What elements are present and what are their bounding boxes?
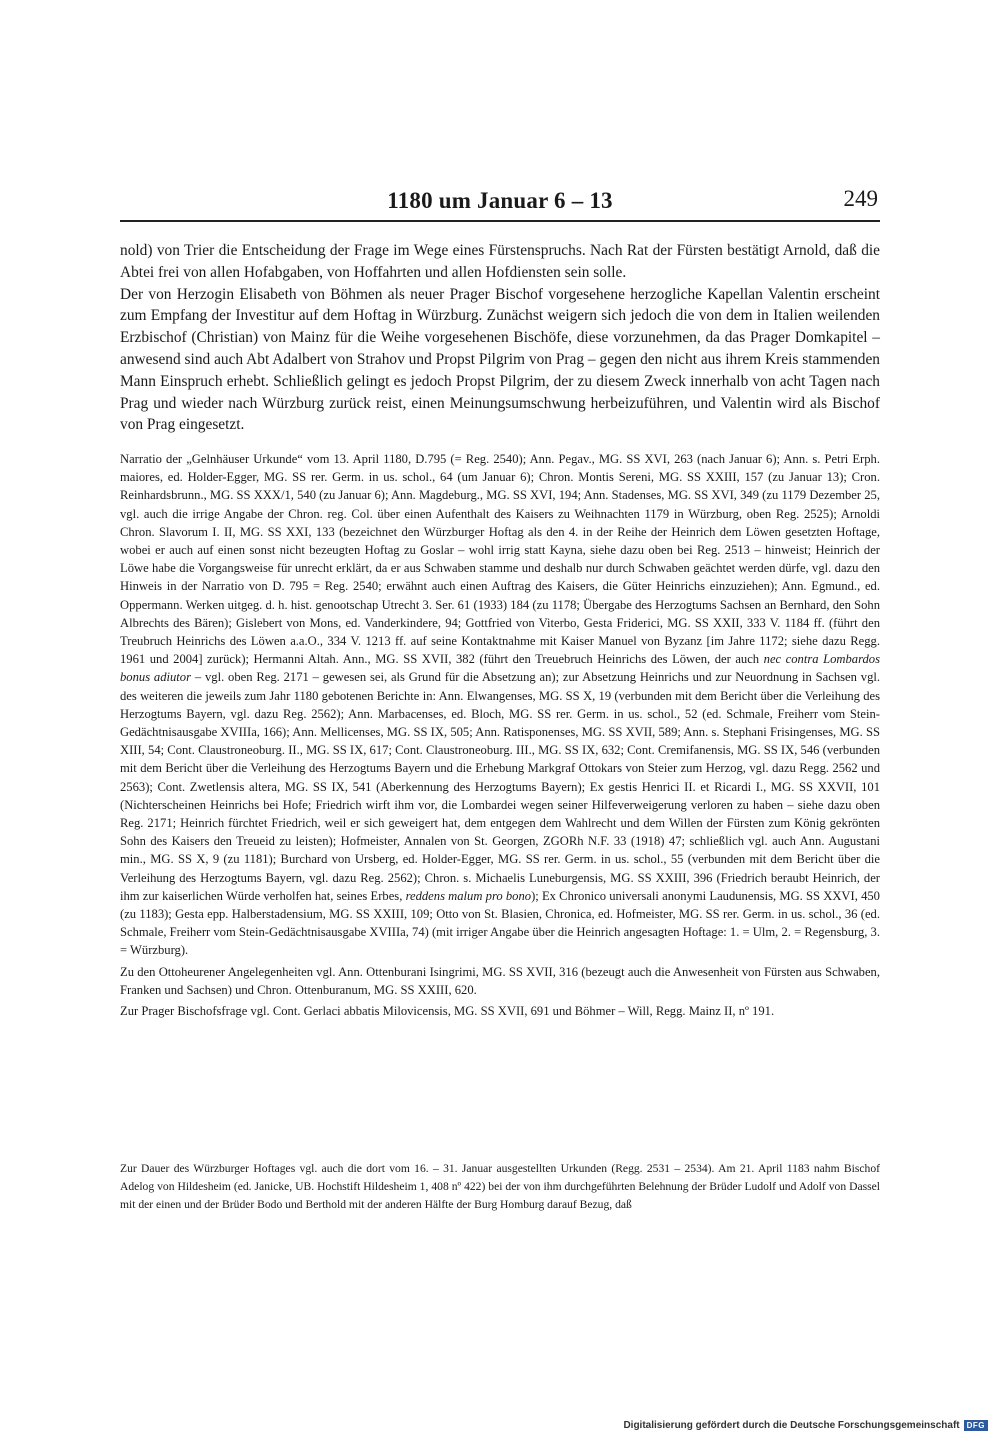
footer-text: Digitalisierung gefördert durch die Deutsche Forschungsgemeinschaft [623,1420,960,1431]
note-sources-part-c: ); Ex Chronico universali anonymi Laudunensis, MG. SS XXVI, 450 (zu 1183); Gesta epp. Halberstadensium, MG. SS XXIII, 109; Otto von St. Blasien, Chronica, ed. Hofmeister, MG. SS rer. Germ. in us. schol., 36 (ed. Schmale, Freiherr vom Stein-Gedächtnisausgabe XVIIIa, 74) (mit irriger Angabe über die Heinrich angesagten Hoftage: 1. = Ulm, 2. = Regensburg, 3. = Würzburg). [120,888,880,958]
note-sources-part-a: Narratio der „Gelnhäuser Urkunde“ vom 13. April 1180, D.795 (= Reg. 2540); Ann. Pegav., MG. SS XVI, 263 (nach Januar 6); Ann. s. Petri Erph. maiores, ed. Holder-Egger, MG. SS rer. Germ. in us. schol., 64 (um Januar 6); Chron. Montis Sereni, MG. SS XXIII, 157 (zu Januar 13); Cron. Reinhardsbrunn., MG. SS XXX/1, 540 (zu Januar 6); Ann. Magdeburg., MG. SS XVI, 194; Ann. Stadenses, MG. SS XVI, 349 (zu 1179 Dezember 25, vgl. auch die irrige Angabe der Chron. reg. Col. über einen Aufenthalt des Kaisers zu Weihnachten 1179 in Würzburg, oben Reg. 2525); Arnoldi Chron. Slavorum I. II, MG. SS XXI, 133 (bezeichnet den Würzburger Hoftag als den 4. in der Reihe der Heinrich dem Löwen gesetzten Hoftage, wobei er auch auf einen sonst nicht bezeugten Hoftag zu Goslar – wohl irrig statt Kayna, siehe dazu oben bei Reg. 2513 – hinweist; Heinrich der Löwe habe die Vorgangsweise für unrecht erklärt, da er aus Schwaben stamme und deshalb nur durch Schwaben geächtet werden dürfe, vgl. dazu den Hinweis in der Narratio von D. 795 = Reg. 2540; erwähnt auch einen Auftrag des Kaisers, die Güter Heinrichs einzuziehen); Ann. Egmund., ed. Oppermann. Werken uitgeg. d. h. hist. genootschap Utrecht 3. Ser. 61 (1933) 184 (zu 1178; Übergabe des Herzogtums Sachsen an Bernhard, den Sohn Albrechts des Bären); Gislebert von Mons, ed. Vanderkindere, 94; Gottfried von Viterbo, Gesta Friderici, MG. SS XXII, 333 V. 1184 ff. (führt den Treubruch Heinrichs des Löwen a.a.O., 334 V. 1213 ff. auf seine Kontaktnahme mit Kaiser Manuel von Byzanz [im Jahre 1172; siehe dazu Regg. 1961 und 2004] zurück); Hermanni Altah. Ann., MG. SS XVII, 382 (führt den Treuebruch Heinrichs des Löwen, der auch [120,452,880,667]
page-title: 1180 um Januar 6 – 13 [387,188,613,213]
note-ottobeuren: Zu den Ottoheurener Angelegenheiten vgl. Ann. Ottenburani Isingrimi, MG. SS XVII, 316 (bezeugt auch die Anwesenheit von Fürsten aus Schwaben, Franken und Sachsen) und Chron. Ottenburanum, MG. SS XXIII, 620. [120,964,880,997]
note-sources-part-b: – vgl. oben Reg. 2171 – gewesen sei, als Grund für die Absetzung an); zur Absetzung Heinrichs und zur Neuordnung in Sachsen vgl. des weiteren die jeweils zum Jahr 1180 gebotenen Berichte in: Ann. Elwangenses, MG. SS X, 19 (verbunden mit dem Bericht über die Verleihung des Herzogtums Bayern, vgl. dazu Reg. 2562); Ann. Marbacenses, ed. Bloch, MG. SS rer. Germ. in us. schol., 52 (ed. Schmale, Freiherr vom Stein-Gedächtnisausgabe XVIIIa, 166); Ann. Mellicenses, MG. SS IX, 505; Ann. Ratisponenses, MG. SS XVII, 589; Ann. s. Stephani Frisingenses, MG. SS XIII, 54; Cont. Claustroneoburg. II., MG. SS IX, 617; Cont. Claustroneoburg. III., MG. SS IX, 632; Cont. Cremifanensis, MG. SS IX, 546 (verbunden mit dem Bericht über die Verleihung des Herzogtums Bayern und die Erhebung Markgraf Ottokars von Steier zum Herzog, vgl. dazu Regg. 2562 und 2563); Cont. Zwetlensis altera, MG. SS IX, 541 (Aberkennung des Herzogtums Bayern); Ex gestis Henrici II. et Ricardi I., MG. SS XXVII, 101 (Nichterscheinen Heinrichs bei Hofe; Friedrich wirft ihm vor, die Lombardei wegen seiner Hilfeverweigerung verloren zu haben – siehe dazu oben Reg. 2171; Heinrich fürchtet Friedrich, weil er sich geweigert hat, dem entgegen dem Wahlrecht und dem Willen der Fürsten zum König gekrönten Sohn des Kaisers den Treueid zu leisten); Hofmeister, Annalen von St. Georgen, ZGORh N.F. 33 (1918) 47; schließlich vgl. auch Ann. Augustani min., MG. SS X, 9 (zu 1181); Burchard von Ursberg, ed. Holder-Egger, MG. SS rer. Germ. in us. schol., 55 (verbunden mit dem Bericht über die Verleihung des Herzogtums Bayern, vgl. dazu Reg. 2562); Chron. s. Michaelis Luneburgensis, MG. SS XXIII, 396 (Friedrich beraubt Heinrich, der ihm zur kaiserlichen Würde verholfen hat, seines Erbes, [120,670,881,903]
additional-note [120,1160,880,1214]
note-sources [120,450,880,960]
source-notes [120,450,880,1023]
note-quote-2: reddens malum pro bono [405,888,532,903]
additional-note-text: Zur Dauer des Würzburger Hoftages vgl. auch die dort vom 16. – 31. Januar ausgestellten Urkunden (Regg. 2531 – 2534). Am 21. April 1183 nahm Bischof Adelog von Hildesheim (ed. Janicke, UB. Hochstift Hildesheim 1, 408 nº 422) bei der von ihm durchgeführten Belehnung der Brüder Ludolf und Adolf von Dassel mit der einen und der Brüder Bodo und Berthold mit der anderen Hälfte der Burg Homburg darauf Bezug, daß [120,1162,880,1211]
main-paragraph-2: Der von Herzogin Elisabeth von Böhmen als neuer Prager Bischof vorgesehene herzogliche Kapellan Valentin erscheint zum Empfang der Investitur auf dem Hoftag in Würzburg. Zunächst weigern sich jedoch die von dem in Italien weilenden Erzbischof (Christian) von Mainz für die Weihe vorgesehenen Bischöfe, diese vorzunehmen, da das Prager Domkapitel – anwesend sind auch Abt Adalbert von Strahov und Propst Pilgrim von Prag – gegen den nicht aus ihrem Kreis stammenden Mann Einspruch erhebt. Schließlich gelingt es jedoch Propst Pilgrim, der zu diesem Zweck innerhalb von acht Tagen nach Prag und wieder nach Würzburg zurück reist, einen Meinungsumschwung herbeizuführen, und Valentin wird als Bischof von Prag eingesetzt. [120,285,880,434]
page-number: 249 [843,186,878,211]
note-prague: Zur Prager Bischofsfrage vgl. Cont. Gerlaci abbatis Milovicensis, MG. SS XVII, 691 und Böhmer – Will, Regg. Mainz II, nº 191. [120,1004,775,1019]
note-quote-1: nec contra Lombardos bonus adiutor [120,652,880,685]
dfg-logo: DFG [964,1420,988,1431]
footer-credit [623,1419,988,1432]
main-text [120,240,880,436]
main-paragraph-1: nold) von Trier die Entscheidung der Frage im Wege eines Fürstenspruchs. Nach Rat der Fürsten bestätigt Arnold, daß die Abtei frei von allen Hofabgaben, von Hoffahrten und allen Hofdiensten sein solle. [120,242,880,281]
page-header [120,186,880,222]
